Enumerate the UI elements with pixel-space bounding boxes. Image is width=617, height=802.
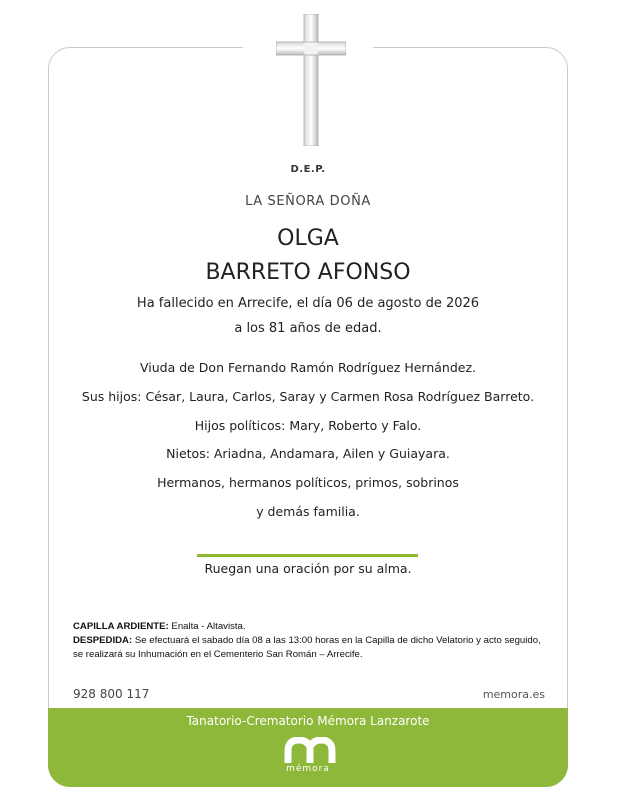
prayer-line: Ruegan una oración por su alma. — [204, 561, 412, 576]
family-line: y demás familia. — [256, 504, 360, 519]
memora-m-logo-icon — [282, 737, 338, 781]
family-line: Hijos políticos: Mary, Roberto y Falo. — [194, 418, 422, 433]
age-line: a los 81 años de edad. — [234, 321, 382, 336]
phone-number: 928 800 117 — [73, 687, 150, 701]
first-name: OLGA — [277, 226, 339, 251]
family-line: Hermanos, hermanos políticos, primos, sobrinos — [157, 475, 459, 490]
website-link[interactable]: memora.es — [482, 688, 545, 701]
obituary-card — [48, 47, 568, 787]
divider-bar — [197, 554, 418, 557]
dep-heading: D.E.P. — [290, 164, 326, 175]
farewell-text: Se efectuará el sabado día 08 a las 13:00 horas en la Capilla de dicho Velatorio y acto seguido, se realizará su Inhumación en el Cementerio San Román – Arrecife. — [73, 635, 541, 660]
footer-banner — [48, 708, 568, 787]
farewell-label: DESPEDIDA: — [73, 635, 133, 646]
family-line: Viuda de Don Fernando Ramón Rodríguez Hernández. — [139, 360, 477, 375]
family-line: Nietos: Ariadna, Andamara, Ailen y Guiayara. — [166, 446, 450, 461]
ceremony-details — [73, 620, 548, 662]
logo-wordmark: mémora — [286, 764, 330, 774]
footer-title: Tanatorio-Crematorio Mémora Lanzarote — [186, 714, 430, 728]
chapel-label: CAPILLA ARDIENTE: — [73, 621, 169, 632]
family-line: Sus hijos: César, Laura, Carlos, Saray y Carmen Rosa Rodríguez Barreto. — [81, 389, 535, 404]
honorific-title: LA SEÑORA DOÑA — [245, 194, 371, 209]
chapel-text: Enalta - Altavista. — [168, 621, 246, 632]
cross-icon — [276, 14, 346, 146]
death-line: Ha fallecido en Arrecife, el día 06 de agosto de 2026 — [136, 296, 480, 311]
surnames: BARRETO AFONSO — [205, 260, 411, 285]
